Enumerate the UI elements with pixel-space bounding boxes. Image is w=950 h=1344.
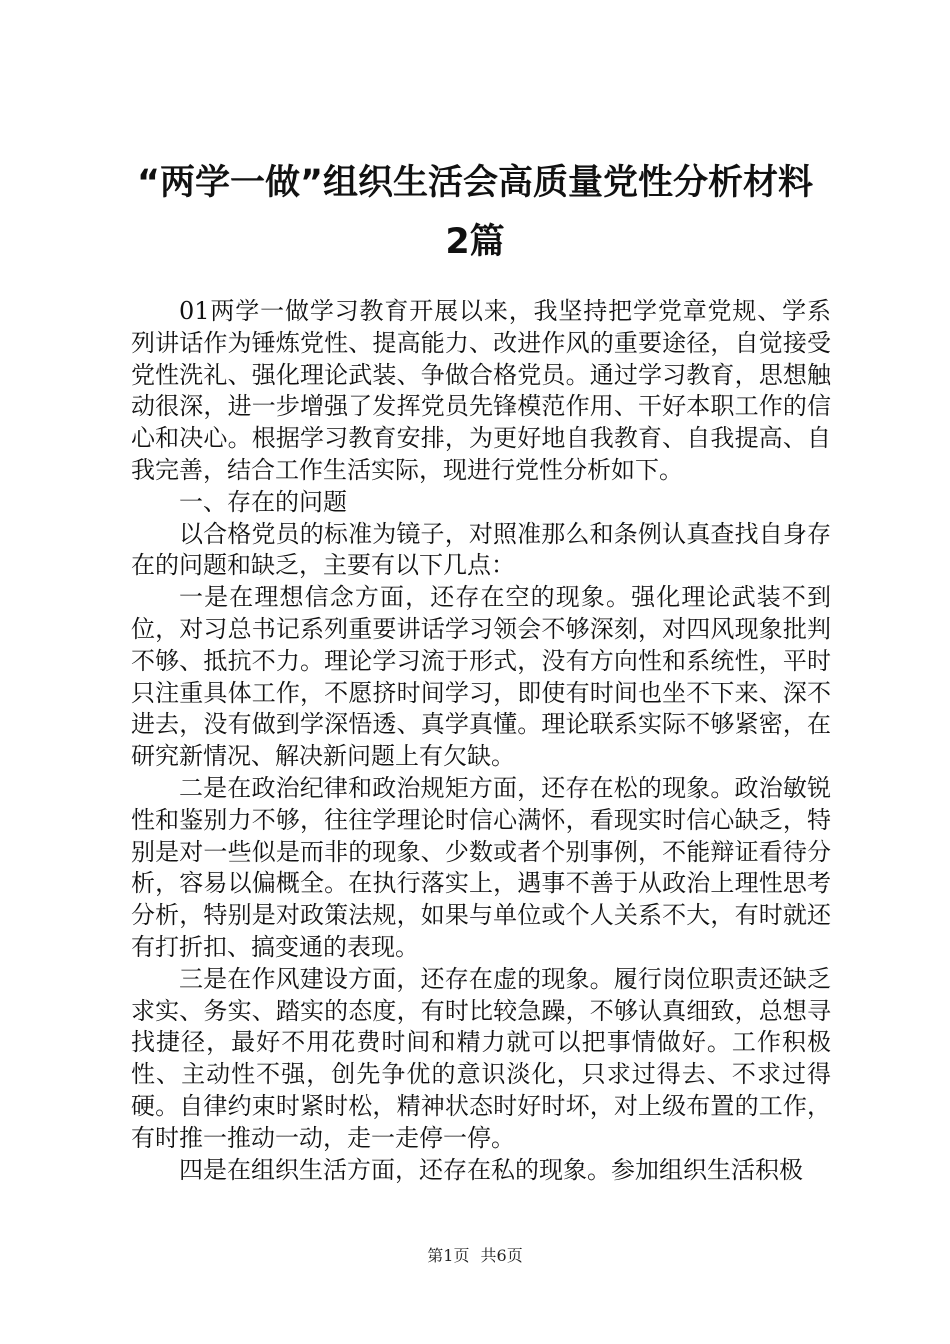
section-heading: 一、存在的问题 bbox=[179, 487, 347, 516]
paragraph-issue-1: 一是在理想信念方面，还存在空的现象。强化理论武装不到位，对习总书记系列重要讲话学习领会不够深刻，对四风现象批判不够、抵抗不力。理论学习流于形式，没有方向性和系统性，平时只注重具体工作，不愿挤时间学习，即使有时间也坐不下来、深不进去，没有做到学深悟透、真学真懂。理论联系实际不够紧密，在研究新情况、解决新问题上有欠缺。 bbox=[131, 583, 831, 771]
document-title-line-1: “两学一做”组织生活会高质量党性分析材料 bbox=[136, 163, 813, 203]
paragraph-overview: 以合格党员的标准为镜子，对照准那么和条例认真查找自身存在的问题和缺乏，主要有以下几点： bbox=[131, 519, 831, 580]
paragraph-issue-3: 三是在作风建设方面，还存在虚的现象。履行岗位职责还缺乏求实、务实、踏实的态度，有时比较急躁，不够认真细致，总想寻找捷径，最好不用花费时间和精力就可以把事情做好。工作积极性、主动性不强，创先争优的意识淡化，只求过得去、不求过得硬。自律约束时紧时松，精神状态时好时坏，对上级布置的工作，有时推一推动一动，走一走停一停。 bbox=[131, 964, 831, 1152]
document-title-line-2: 2篇 bbox=[445, 222, 505, 262]
page-total: 共6页 bbox=[480, 1246, 523, 1265]
page-footer bbox=[0, 1243, 950, 1266]
paragraph-issue-2: 二是在政治纪律和政治规矩方面，还存在松的现象。政治敏锐性和鉴别力不够，往往学理论时信心满怀，看现实时信心缺乏，特别是对一些似是而非的现象、少数或者个别事例，不能辩证看待分析，容易以偏概全。在执行落实上，遇事不善于从政治上理性思考分析，特别是对政策法规，如果与单位或个人关系不大，有时就还有打折扣、搞变通的表现。 bbox=[131, 773, 831, 961]
paragraph-issue-4: 四是在组织生活方面，还存在私的现象。参加组织生活积极 bbox=[179, 1155, 803, 1184]
document-body bbox=[131, 296, 831, 1186]
paragraph-intro: 01两学一做学习教育开展以来，我坚持把学党章党规、学系列讲话作为锤炼党性、提高能力、改进作风的重要途径，自觉接受党性洗礼、强化理论武装、争做合格党员。通过学习教育，思想触动很深，进一步增强了发挥党员先锋模范作用、干好本职工作的信心和决心。根据学习教育安排，为更好地自我教育、自我提高、自我完善，结合工作生活实际，现进行党性分析如下。 bbox=[131, 297, 831, 484]
page-number: 第1页 bbox=[427, 1246, 470, 1265]
